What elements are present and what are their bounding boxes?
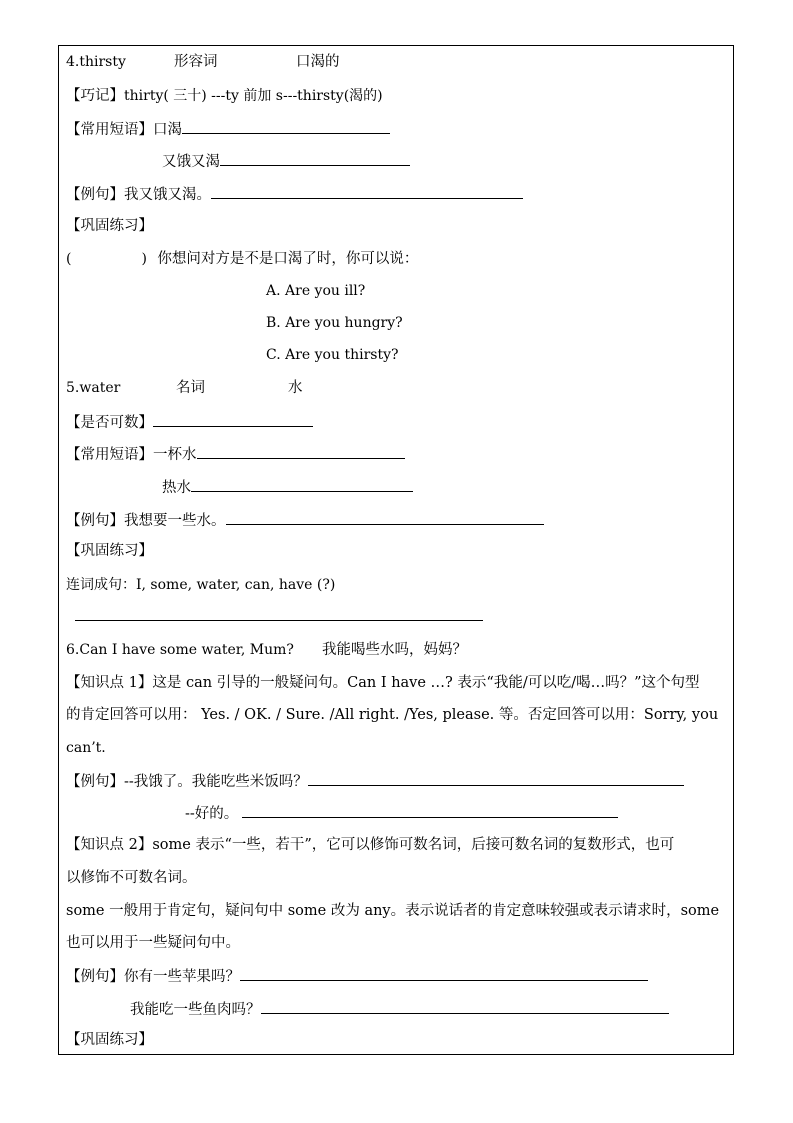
tip-text: thirty( 三十) ---ty 前加 s---thirsty(渴的) — [124, 88, 383, 104]
reorder-question: 连词成句：I, some, water, can, have (?) — [66, 577, 336, 593]
knowledge-point-2 — [66, 836, 674, 854]
kp-text-line: some 一般用于肯定句，疑问句中 some 改为 any。表示说话者的肯定意味较强或表示请求时，some — [66, 903, 720, 919]
sentence-cn: 我能喝些水吗，妈妈？ — [322, 642, 467, 658]
option-c: C. Are you thirsty? — [266, 347, 399, 363]
answer-blank[interactable] — [261, 999, 669, 1014]
example-answer — [185, 803, 618, 823]
kp-text: some 表示“一些，若干”，它可以修饰可数名词，后接可数名词的复数形式，也可 — [152, 837, 675, 853]
phrase-text: 口渴 — [153, 122, 182, 138]
example-sentence — [66, 771, 684, 791]
tip-label: 【巧记】 — [66, 88, 124, 104]
answer-blank[interactable] — [75, 606, 483, 621]
phrase-row — [66, 119, 390, 139]
option-a: A. Are you ill? — [266, 283, 366, 299]
word-entry-thirsty — [66, 53, 340, 71]
kp-text-line: 也可以用于一些疑问句中。 — [66, 935, 240, 951]
example-text: --好的。 — [185, 806, 239, 822]
sentence-en: 6.Can I have some water, Mum? — [66, 642, 294, 658]
kp-label: 【知识点 2】 — [66, 837, 153, 853]
example-text: 我想要一些水。 — [124, 513, 226, 529]
part-of-speech: 名词 — [176, 380, 205, 396]
answer-line[interactable] — [75, 606, 483, 626]
memory-tip — [66, 87, 383, 105]
key-sentence — [66, 641, 467, 659]
answer-blank[interactable] — [191, 477, 413, 492]
phrase-row — [162, 151, 410, 171]
answer-blank[interactable] — [197, 444, 405, 459]
practice-heading: 【巩固练习】 — [66, 543, 153, 559]
example-text: 我又饿又渴。 — [124, 187, 211, 203]
answer-blank[interactable] — [211, 184, 523, 199]
example-sentence — [130, 999, 669, 1019]
kp-text: 这是 can 引导的一般疑问句。Can I have …? 表示“我能/可以吃/喝…吗？”这个句型 — [152, 675, 700, 691]
part-of-speech: 形容词 — [174, 54, 218, 70]
answer-blank[interactable] — [240, 966, 648, 981]
practice-heading: 【巩固练习】 — [66, 218, 153, 234]
answer-blank[interactable] — [153, 412, 313, 427]
answer-blank[interactable] — [226, 510, 544, 525]
word: 5.water — [66, 380, 121, 396]
example-label: 【例句】 — [66, 969, 124, 985]
countable-row — [66, 412, 313, 432]
question-stem: 你想问对方是不是口渴了时，你可以说： — [157, 251, 419, 267]
answer-blank[interactable] — [242, 803, 618, 818]
phrase-label: 【常用短语】 — [66, 447, 153, 463]
kp-text-line: can’t. — [66, 740, 106, 756]
phrase-text: 一杯水 — [153, 447, 197, 463]
example-label: 【例句】 — [66, 187, 124, 203]
phrase-text: 又饿又渴 — [162, 154, 220, 170]
word-entry-water — [66, 379, 303, 397]
countable-label: 【是否可数】 — [66, 415, 153, 431]
example-label: 【例句】 — [66, 513, 124, 529]
kp-text-line: 的肯定回答可以用： Yes. / OK. / Sure. /All right. /Yes, please. 等。否定回答可以用：Sorry, you — [66, 707, 719, 723]
phrase-text: 热水 — [162, 480, 191, 496]
option-b: B. Are you hungry? — [266, 315, 403, 331]
answer-blank[interactable] — [308, 771, 684, 786]
phrase-row — [66, 444, 405, 464]
example-text: --我饿了。我能吃些米饭吗？ — [124, 774, 308, 790]
example-sentence — [66, 510, 544, 530]
practice-heading: 【巩固练习】 — [66, 1032, 153, 1048]
kp-text-line: 以修饰不可数名词。 — [66, 870, 197, 886]
answer-blank[interactable] — [220, 151, 410, 166]
word: 4.thirsty — [66, 54, 126, 70]
question-row — [66, 250, 418, 268]
example-text: 我能吃一些鱼肉吗？ — [130, 1002, 261, 1018]
example-sentence — [66, 966, 648, 986]
kp-label: 【知识点 1】 — [66, 675, 153, 691]
bracket-open: ( — [66, 251, 72, 267]
phrase-row — [162, 477, 413, 497]
answer-blank[interactable] — [182, 119, 390, 134]
meaning: 口渴的 — [296, 54, 340, 70]
meaning: 水 — [288, 380, 303, 396]
example-text: 你有一些苹果吗？ — [124, 969, 240, 985]
example-sentence — [66, 184, 523, 204]
bracket-close: ) — [141, 251, 147, 267]
phrase-label: 【常用短语】 — [66, 122, 153, 138]
knowledge-point-1 — [66, 674, 700, 692]
example-label: 【例句】 — [66, 774, 124, 790]
